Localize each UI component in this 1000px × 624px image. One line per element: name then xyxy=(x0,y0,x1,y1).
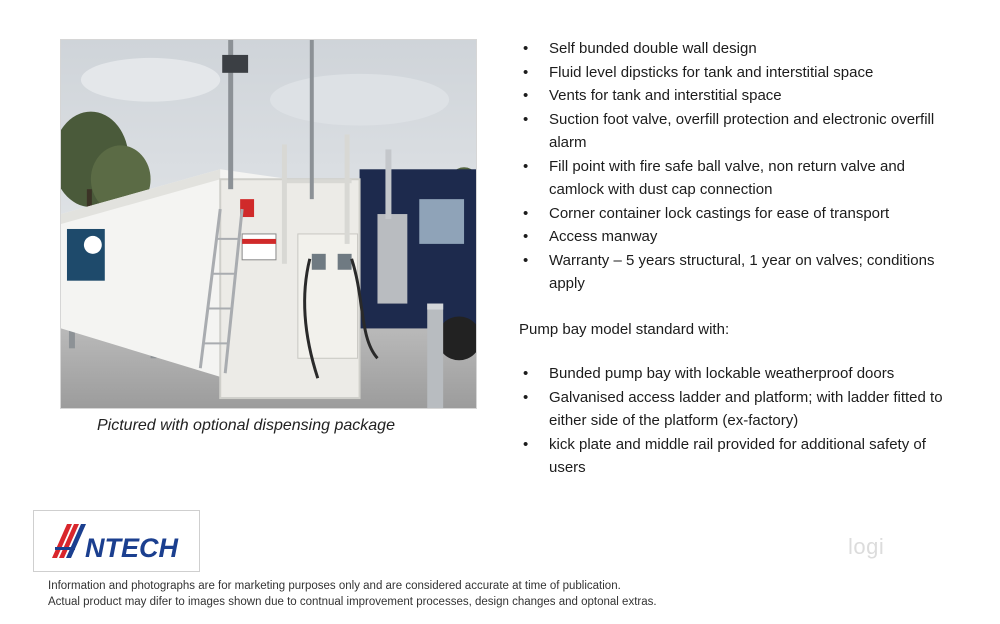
bullet: • xyxy=(523,157,529,175)
bullet: • xyxy=(523,204,529,222)
list-item: • Fill point with fire safe ball valve, non return valve and camlock with dust cap connection xyxy=(519,155,959,202)
pump-bay-heading: Pump bay model standard with: xyxy=(519,320,730,338)
photo-caption: Pictured with optional dispensing package xyxy=(97,417,395,434)
bullet: • xyxy=(523,63,529,81)
bullet: • xyxy=(523,365,529,382)
list-item: • Self bunded double wall design xyxy=(519,37,959,61)
list-item: • Bunded pump bay with lockable weatherproof doors xyxy=(519,362,959,386)
list-item: • Galvanised access ladder and platform; with ladder fitted to either side of the platform (ex-factory) xyxy=(519,386,959,433)
logo-text: NTECH xyxy=(85,533,178,563)
feature-list xyxy=(519,37,959,296)
list-item: • Vents for tank and interstitial space xyxy=(519,84,959,108)
disclaimer-line-2: Actual product may difer to images shown due to contnual improvement processes, design changes and optonal extras. xyxy=(48,596,657,608)
bullet: • xyxy=(523,110,529,128)
list-item: • Fluid level dipsticks for tank and interstitial space xyxy=(519,61,959,85)
bullet: • xyxy=(523,87,529,104)
logo-stripes-icon xyxy=(52,524,86,558)
bullet: • xyxy=(523,40,529,57)
bullet: • xyxy=(523,388,529,406)
feature-panel xyxy=(519,37,959,480)
list-item: • Warranty – 5 years structural, 1 year on valves; conditions apply xyxy=(519,249,959,296)
list-item: • kick plate and middle rail provided for additional safety of users xyxy=(519,433,959,480)
disclaimer xyxy=(48,578,657,610)
fuel-tank-photo xyxy=(60,39,477,409)
antech-logo xyxy=(33,510,200,572)
list-item: • Suction foot valve, overfill protection and electronic overfill alarm xyxy=(519,108,959,155)
bullet: • xyxy=(523,228,529,245)
list-item: • Corner container lock castings for ease of transport xyxy=(519,202,959,226)
bullet: • xyxy=(523,251,529,269)
bullet: • xyxy=(523,435,529,453)
watermark-text: logi xyxy=(848,534,885,559)
list-item: • Access manway xyxy=(519,225,959,249)
pump-bay-list xyxy=(519,362,959,480)
disclaimer-line-1: Information and photographs are for marketing purposes only and are considered accurate at time of publication. xyxy=(48,580,621,592)
